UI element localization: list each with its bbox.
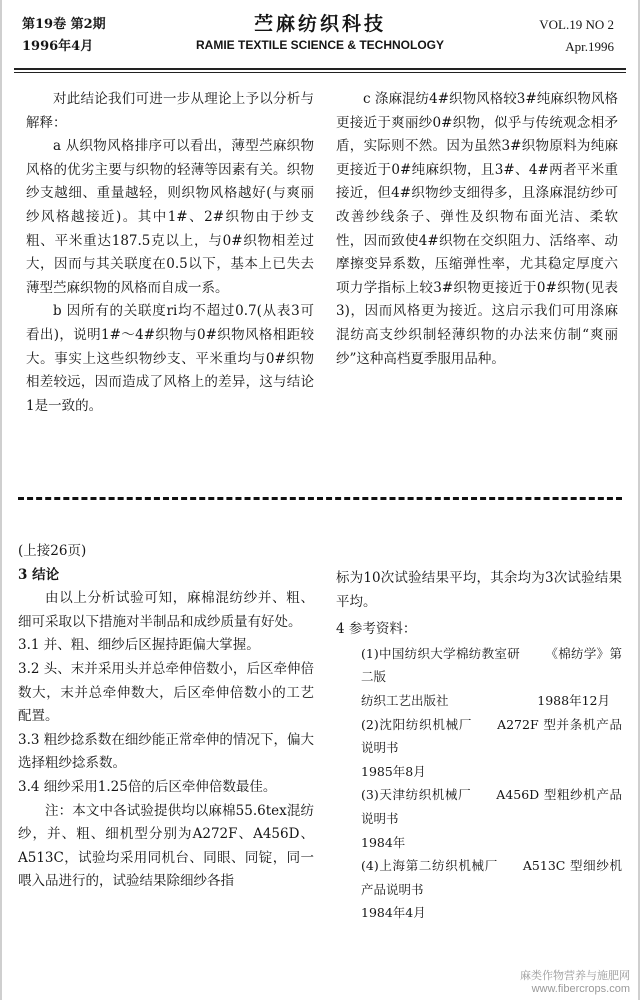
conclusion-item: 3.1 并、粗、细纱后区握持距偏大掌握。 xyxy=(18,637,260,654)
reference-date: 1988年12月 xyxy=(537,692,610,708)
volume-info xyxy=(539,14,614,58)
reference-date: 1984年4月 xyxy=(361,905,426,921)
reference-title: A513C 型细纱机产品说明书 xyxy=(361,858,622,897)
reference-title: A456D 型粗纱机产品说明书 xyxy=(361,787,622,826)
top-left-column xyxy=(26,88,314,418)
header-rule-thin xyxy=(14,72,626,73)
conclusion-item: 3.2 头、末并采用头并总牵伸倍数小，后区牵伸倍数大，末并总牵伸数大，后区牵伸倍数小的工艺配置。 xyxy=(18,660,314,725)
issue-info xyxy=(22,14,106,58)
conclusion-item: 3.3 粗纱捻系数在细纱能正常牵伸的情况下，偏大选择粗纱捻系数。 xyxy=(18,731,314,772)
references-heading: 4 参考资料： xyxy=(336,621,417,638)
watermark-url: www.fibercrops.com xyxy=(531,983,630,995)
bottom-right-column xyxy=(336,567,622,925)
issue-date: 1996年4月 xyxy=(22,39,94,54)
reference-title: 《棉纺学》第二版 xyxy=(361,645,622,685)
conclusion-intro: 由以上分析试验可知，麻棉混纺纱并、粗、细可采取以下措施对半制品和成纱质量有好处。 xyxy=(18,590,314,630)
analysis-para-c: c 涤麻混纺4#织物风格较3#纯麻织物风格更接近于爽丽纱0#织物，似乎与传统观念相矛盾，实际则不然。因为虽然3#织物原料为纯麻更接近于0#纯麻织物，且3#、4#两者平米重接近，但4#织物纱支细得多，且涤麻混纺纱可改善纱线条子、弹性及织物布面光洁、柔软性，因而致使4#织物在交织阻力、活络率、动摩擦变异系数，压缩弹性率，尤其稳定厚度六项力学指标上较3#织物更接近于0#织物(见表3)，因而风格更为接近。这启示我们可用涤麻混纺高支纱织制轻薄织物的办法来仿制“爽丽纱”这种高档夏季服用品种。 xyxy=(336,91,618,367)
reference-date: 1984年 xyxy=(361,834,406,850)
reference-source: (3)天津纺织机械厂 xyxy=(361,787,472,803)
reference-source: (4)上海第二纺织机械厂 xyxy=(361,858,498,874)
reference-source: (2)沈阳纺织机械厂 xyxy=(361,716,473,732)
reference-item xyxy=(336,642,622,713)
reference-item xyxy=(336,854,622,925)
reference-item xyxy=(336,783,622,854)
issue-number: 第19卷 第2期 xyxy=(22,17,106,32)
reference-date: 1985年8月 xyxy=(361,763,426,779)
journal-title-block xyxy=(150,12,490,54)
header-rule xyxy=(14,68,626,70)
reference-publisher: 纺织工艺出版社 xyxy=(361,692,449,708)
volume-number: VOL.19 NO 2 xyxy=(539,17,614,32)
conclusion-heading: 3 结论 xyxy=(18,566,60,583)
reference-source: (1)中国纺织大学棉纺教室研 xyxy=(361,645,521,661)
volume-date: Apr.1996 xyxy=(565,39,614,54)
reference-title: A272F 型并条机产品说明书 xyxy=(361,716,622,756)
conclusion-item: 3.4 细纱采用1.25倍的后区牵伸倍数最佳。 xyxy=(18,778,277,795)
watermark-site-name: 麻类作物营养与施肥网 xyxy=(520,970,630,982)
experiment-note-cont: 标为10次试验结果平均，其余均为3次试验结果平均。 xyxy=(336,570,622,610)
journal-title-cn: 苎麻纺织科技 xyxy=(253,13,386,35)
continued-from-note: (上接26页) xyxy=(18,543,87,559)
section-divider xyxy=(18,497,622,500)
bottom-left-column xyxy=(18,540,314,894)
watermark xyxy=(520,970,630,996)
analysis-para-a: a 从织物风格排序可以看出，薄型苎麻织物风格的优劣主要与织物的轻薄等因素有关。织物纱支越细、重量越轻，则织物风格越好(与爽丽纱风格越接近)。其中1#、2#织物由于纱支粗、平米重达187.5克以上，与0#织物相差过大，因而与其关联度在0.5以下，基本上已失去薄型苎麻织物的风格而自成一系。 xyxy=(26,138,314,296)
journal-title-en: RAMIE TEXTILE SCIENCE & TECHNOLOGY xyxy=(195,38,444,52)
analysis-para-b: b 因所有的关联度ri均不超过0.7(从表3可看出)，说明1#～4#织物与0#织物风格相距较大。事实上这些织物纱支、平米重均与0#织物相差较远，因而造成了风格上的差异，这与结论1是一致的。 xyxy=(26,303,314,414)
top-right-column xyxy=(336,88,618,371)
experiment-note: 注：本文中各试验提供均以麻棉55.6tex混纺纱，并、粗、细机型分别为A272F、A456D、A513C，试验均采用同机台、同眼、同锭，同一喂入品进行的，试验结果除细纱各指 xyxy=(18,802,314,890)
analysis-intro: 对此结论我们可进一步从理论上予以分析与解释： xyxy=(26,91,314,131)
reference-item xyxy=(336,713,622,784)
